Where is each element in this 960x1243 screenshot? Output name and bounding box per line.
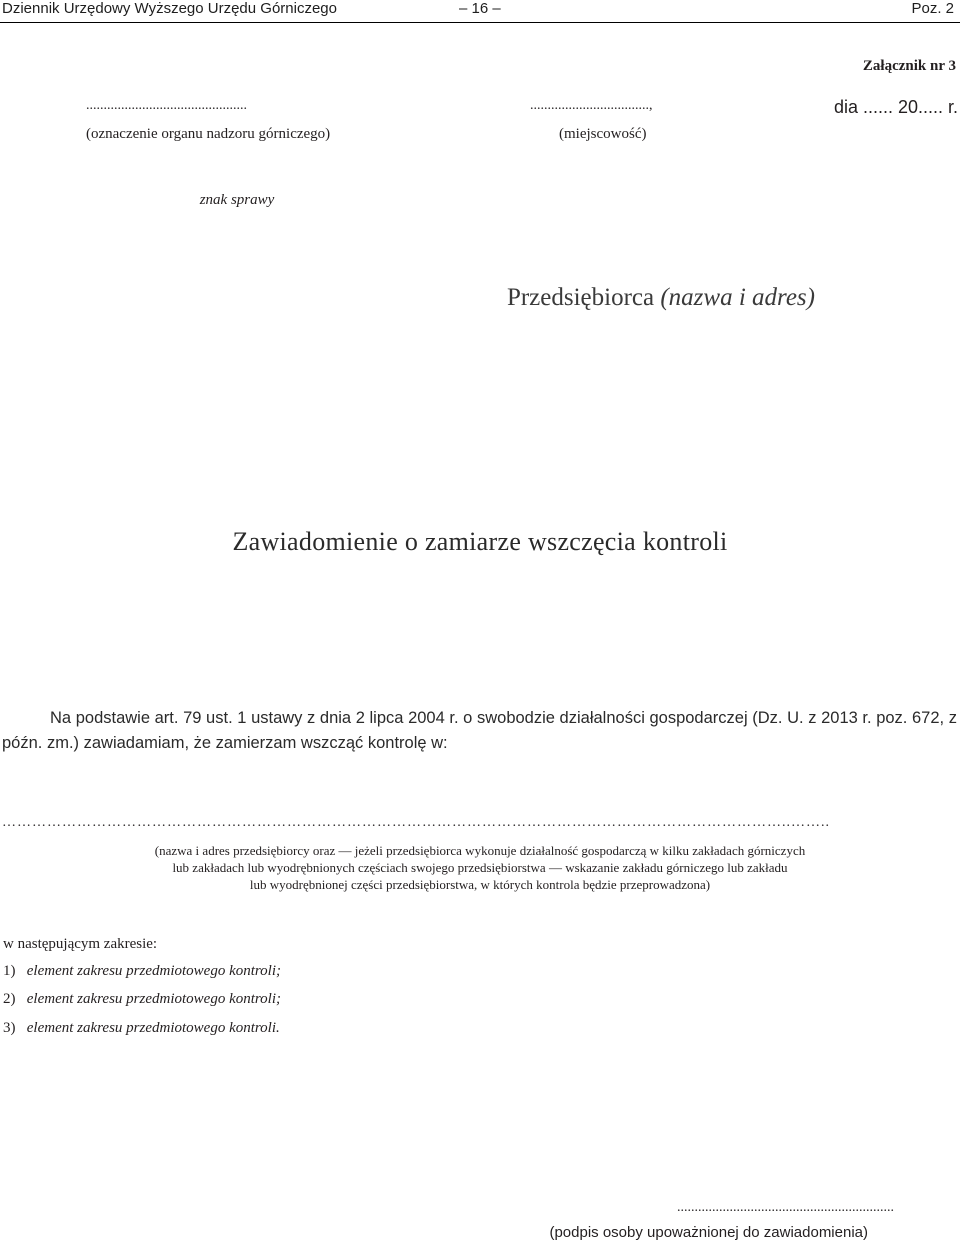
date-line: dia ...... 20..... r. — [833, 97, 958, 117]
position-number: Poz. 2 — [911, 0, 954, 17]
authority-dots: .............................................. — [86, 98, 247, 113]
journal-title: Dziennik Urzędowy Wyższego Urzędu Górniczego — [2, 0, 337, 17]
scope-item — [3, 1020, 280, 1037]
scope-item-number: 2) — [3, 991, 16, 1007]
scope-item — [3, 963, 281, 980]
entrepreneur-detail: (nazwa i adres) — [660, 284, 815, 311]
entity-note-line: lub zakładach lub wyodrębnionych częściach swojego przedsiębiorstwa — wskazanie zakładu górniczego lub zakładu — [172, 860, 788, 875]
scope-intro: w następującym zakresie: — [3, 936, 158, 952]
entity-note — [0, 842, 960, 893]
entrepreneur-label: Przedsiębiorca — [506, 284, 655, 311]
annex-label: Załącznik nr 3 — [862, 58, 956, 74]
intro-paragraph: Na podstawie art. 79 ust. 1 ustawy z dnia 2 lipca 2004 r. o swobodzie działalności gospodarczej (Dz. U. z 2013 r. poz. 672, z późn. zm.) zawiadamiam, że zamierzam wszcząć kontrolę w: — [2, 709, 957, 752]
page-number: – 16 – — [459, 0, 501, 17]
scope-item-text: element zakresu przedmiotowego kontroli. — [26, 1020, 280, 1036]
scope-item-number: 1) — [3, 963, 16, 979]
place-caption: (miejscowość) — [559, 126, 647, 142]
authority-caption: (oznaczenie organu nadzoru górniczego) — [86, 126, 331, 142]
entity-dotted-line: …………………………………………………………………………………………………………………………………………..…….. — [2, 815, 830, 830]
case-number-label: znak sprawy — [199, 192, 275, 208]
place-dots: .................................., — [530, 98, 653, 113]
entrepreneur-block — [507, 284, 815, 312]
signature-caption: (podpis osoby upoważnionej do zawiadomienia) — [549, 1224, 868, 1241]
scope-item — [3, 991, 281, 1008]
header-rule — [0, 22, 960, 23]
scope-item-text: element zakresu przedmiotowego kontroli; — [26, 963, 282, 979]
entity-note-line: lub wyodrębnionej części przedsiębiorstwa, w których kontrola będzie przeprowadzona) — [249, 877, 711, 892]
document-title: Zawiadomienie o zamiarze wszczęcia kontroli — [232, 527, 728, 556]
scope-item-number: 3) — [3, 1020, 16, 1036]
signature-dots: .............................................................. — [677, 1200, 894, 1215]
entity-note-line: (nazwa i adres przedsiębiorcy oraz — jeżeli przedsiębiorca wykonuje działalność gospodarczą w kilku zakładach górniczych — [154, 843, 806, 858]
scope-item-text: element zakresu przedmiotowego kontroli; — [26, 991, 282, 1007]
